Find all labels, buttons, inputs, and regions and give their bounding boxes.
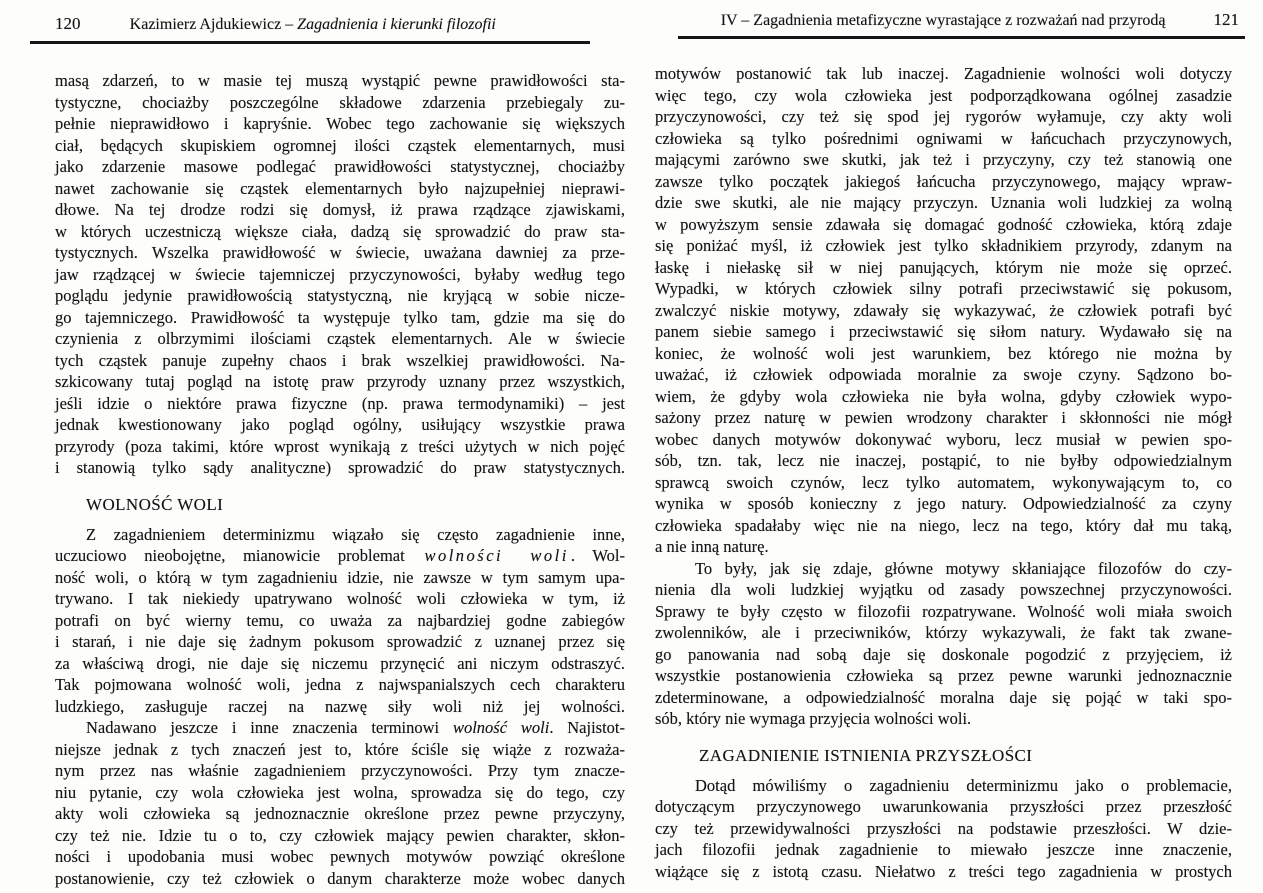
text-line: jach filozofii jednak zagadnienie to miewało jeszcze inne znaczenie, (655, 840, 1232, 859)
text-line: zwolenników, ale i przeciwników, którzy wykazywali, że fakt tak zwane- (655, 623, 1232, 642)
page-121 (653, 10, 1245, 882)
header-rule-right (678, 36, 1245, 39)
text-line: ność woli, o którą w tym zagadnieniu idzie, nie zawsze w tym samym upa- (55, 567, 625, 587)
text-line: w których uczestniczą większe ciała, dadzą się sprowadzić do praw sta- (55, 221, 625, 241)
text-line: jednak kwestionowany jako pogląd ogólny, usiłujący wszystkie prawa (55, 415, 625, 434)
text-line: go tajemniczego. Prawidłowość ta występuje tylko tam, gdzie ma się do (55, 307, 625, 327)
section-heading: ZAGADNIENIE ISTNIENIA PRZYSZŁOŚCI (699, 745, 1033, 765)
text-segment: . Wol- (570, 546, 625, 565)
text-line: jeśli idzie o niektóre prawa fizyczne (np. prawa termodynamiki) – jest (55, 393, 625, 413)
text-line: Z zagadnieniem determinizmu wiązało się często zagadnienie inne, (86, 524, 625, 544)
text-line: tystyczne, chociażby poszczególne składowe zdarzenia przebiegaly zu- (55, 92, 625, 112)
text-line: sób, który nie wymaga przyjęcia wolności woli. (655, 709, 972, 728)
text-line: dłowe. Na tej drodze rodzi się domysł, iż prawa rządzące zjawiskami, (55, 200, 625, 219)
text-line: go panowania nad sobą daje się doskonale pogodzić z przyjęciem, iż (655, 644, 1232, 664)
text-segment: Nadawano jeszcze i inne znaczenia terminowi (86, 718, 453, 737)
text-line: masą zdarzeń, to w masie tej muszą wystąpić pewne prawidłowości sta- (55, 71, 625, 90)
running-header-left (30, 14, 625, 35)
text-line: szkicowany tutaj pogląd na istotę praw przyrody uznany przez wszystkich, (55, 372, 625, 391)
text-line: w powyższym sensie zdawała się domagać godność człowieka, którą zdaje (655, 214, 1232, 234)
text-line: ności i upodobania musi wobec pewnych motywów powziąć określone (55, 847, 625, 866)
text-line: zawsze tylko początek jakiegoś łańcucha przyczynowego, mający wpraw- (655, 171, 1232, 191)
text-line: poglądu jedynie prawidłowością statystyczną, nie kryjącą w sobie nicze- (55, 286, 625, 305)
page-120 (30, 14, 625, 889)
text-line: za właściwą drogi, nie daje się niczemu przynęcić ani niczym odstraszyć. (55, 653, 625, 673)
text-line: i starań, i nie daje się żadnym pokusom sprowadzić z uznanej przez się (55, 632, 625, 651)
text-line: pełnie nieprawidłowo i kapryśnie. Wobec tego zachowanie się większych (55, 114, 625, 133)
text-line: dotyczącym przyczynowego uwarunkowania przyszłości przez przeszłość (655, 797, 1232, 816)
text-line: sób, tzn. tak, lecz nie inaczej, postąpić, to nie byłby odpowiedzialnym (655, 451, 1232, 470)
italic-term: wolności woli (424, 546, 569, 565)
text-line: Tak pojmowana wolność woli, jedna z najwspanialszych cech charakteru (55, 675, 625, 694)
running-header-right (653, 10, 1245, 31)
text-line: wiążące się z istotą czasu. Niełatwo z treści tego zagadnienia w prostych (655, 861, 1232, 881)
text-line: więc tego, czy wola człowieka jest podporządkowana ogólnej zasadzie (655, 85, 1232, 105)
text-line (55, 717, 625, 739)
text-line: Dotąd mówiliśmy o zagadnieniu determinizmu jako o problemacie, (695, 775, 1232, 795)
text-line: Sprawy te były często w filozofii rozpatrywane. Wolność woli miała swoich (655, 601, 1232, 621)
section-heading: WOLNOŚĆ WOLI (86, 494, 224, 514)
italic-term: wolność woli (452, 718, 550, 737)
text-segment: uczuciowo nieobojętne, mianowicie problemat (55, 546, 423, 565)
page-body-right (655, 63, 1232, 882)
page-number-right: 121 (1213, 10, 1239, 29)
text-line: czy też nie. Idzie tu o to, czy człowiek mający pewien charakter, skłon- (55, 825, 625, 845)
running-title-author: Kazimierz Ajdukiewicz – (129, 16, 298, 33)
text-line: To były, jak się zdaje, główne motywy skłaniające filozofów do czy- (695, 558, 1232, 578)
running-title-left (81, 15, 626, 35)
running-title-book: Zagadnienia i kierunki filozofii (297, 16, 496, 33)
text-line: wynika w sposób konieczny z jego natury. Odpowiedzialność za czyny (655, 494, 1232, 513)
text-line: tych cząstek panuje zupełny chaos i brak wszelkiej prawidłowości. Na- (55, 350, 625, 370)
text-line: tystycznych. Wszelka prawidłowość w świecie, uważana dawniej za prze- (55, 243, 625, 262)
text-line: panem siebie samego i przeciwstawić się siłom natury. Wydawało się na (655, 322, 1232, 341)
text-line: wiem, że gdyby wola człowieka nie była wolna, gdyby człowiek wypo- (655, 386, 1232, 406)
text-line: nienia dla woli ludzkiej wyjątku od zasady powszechnej przyczynowości. (655, 580, 1232, 599)
text-line: trywano. I tak niekiedy upatrywano wolność woli człowieka w tym, iż (55, 589, 625, 608)
text-line: ciał, będących skupiskiem ogromnej ilości cząstek elementarnych, musi (55, 135, 625, 155)
text-line: przyczynowości, czy też się spod jej rygorów wyłamuje, czy akty woli (655, 107, 1232, 126)
text-line: jaw rządzącej w świecie tajemniczej przyczynowości, byłaby według tego (55, 264, 625, 284)
text-line: nym przez nas właśnie zagadnieniem przyczynowości. Przy tym znacze- (55, 761, 625, 780)
page-body-left (55, 70, 625, 889)
text-line: łaskę i niełaskę sił w niej panujących, którym nie może się oprzeć. (655, 257, 1232, 277)
text-line: koniec, że wolność woli jest warunkiem, bez którego nie można by (655, 343, 1232, 363)
text-line: niu pytanie, czy wola człowieka jest wolna, sprowadza się do tego, czy (55, 782, 625, 802)
text-segment: . Najistot- (549, 718, 626, 737)
text-line: się poniżać myśl, iż człowiek jest tylko składnikiem przyrody, zdanym na (655, 236, 1232, 255)
text-line: ludzkiego, zasługuje raczej na nazwę siły woli niż jej wolności. (55, 696, 625, 716)
text-line: akty woli człowieka są jednoznacznie określone przez pewne przyczyny, (55, 804, 625, 823)
text-line: człowieka spadałaby więc nie na niego, lecz na tego, który dał mu taką, (655, 515, 1232, 535)
text-line: motywów postanowić tak lub inaczej. Zagadnienie wolności woli dotyczy (655, 64, 1232, 83)
text-line: wobec danych motywów dokonywać wyboru, lecz musiał w pewien spo- (655, 429, 1232, 449)
text-line: przyrody (poza takimi, które wprost wynikają z treści użytych w nich pojęć (55, 436, 625, 456)
text-line: jako zdarzenie masowe podlegać prawidłowości statystycznej, chociażby (55, 157, 625, 176)
text-line: zdeterminowane, a odpowiedzialność moralna daje się pojąć w taki spo- (655, 687, 1232, 707)
text-line: czy też przewidywalności przyszłości na podstawie przeszłości. W dzie- (655, 818, 1232, 838)
text-line: uważać, iż człowiek odpowiada moralnie za swoje czyny. Sądzono bo- (655, 365, 1232, 384)
text-line: dzie swe skutki, ale nie mający przyczyn. Uznania woli ludzkiej za wolną (655, 193, 1232, 212)
text-line: a nie inną naturę. (655, 537, 769, 556)
text-line: zwalczyć niskie motywy, zdawały się wykazywać, że człowiek potrafi być (655, 300, 1232, 320)
text-line: czynienia z olbrzymimi ilościami cząstek elementarnych. Ale w świecie (55, 329, 625, 348)
text-line: wszystkie postanowienia człowieka są przez pewne warunki jednoznacznie (655, 666, 1232, 685)
running-title-chapter: IV – Zagadnienia metafizyczne wyrastające z rozważań nad przyrodą (720, 12, 1166, 29)
text-line: i stanowią tylko sądy analityczne) sprowadzić do praw statystycznych. (55, 458, 625, 477)
text-line: niejsze jednak z tych znaczeń jest to, które ściśle się wiąże z rozważa- (55, 739, 625, 759)
text-line: nawet zachowanie się cząstek elementarnych było najzupełniej nieprawi- (55, 178, 625, 198)
text-line: postanowienie, czy też człowiek o danym charakterze może wobec danych (55, 868, 625, 888)
text-line: Wypadki, w których człowiek silny potrafi przeciwstawić się pokusom, (655, 279, 1232, 298)
text-line: mającymi zarówno swe skutki, jak też i przyczyny, czy też stanowią one (655, 150, 1232, 169)
text-line: człowieka są tylko pośrednimi ogniwami w łańcuchach przyczynowych, (655, 128, 1232, 148)
text-line: sażony przez naturę w pewien wrodzony charakter i skłonności nie mógł (655, 408, 1232, 427)
text-line (55, 545, 625, 567)
text-line: potrafi on być wierny temu, co uważa za najbardziej godne zabiegów (55, 610, 625, 630)
text-line: sprawcą swoich czynów, lecz tylko automatem, wykonywającym to, co (655, 472, 1232, 492)
header-rule-left (30, 41, 590, 44)
page-number-left: 120 (55, 14, 81, 33)
